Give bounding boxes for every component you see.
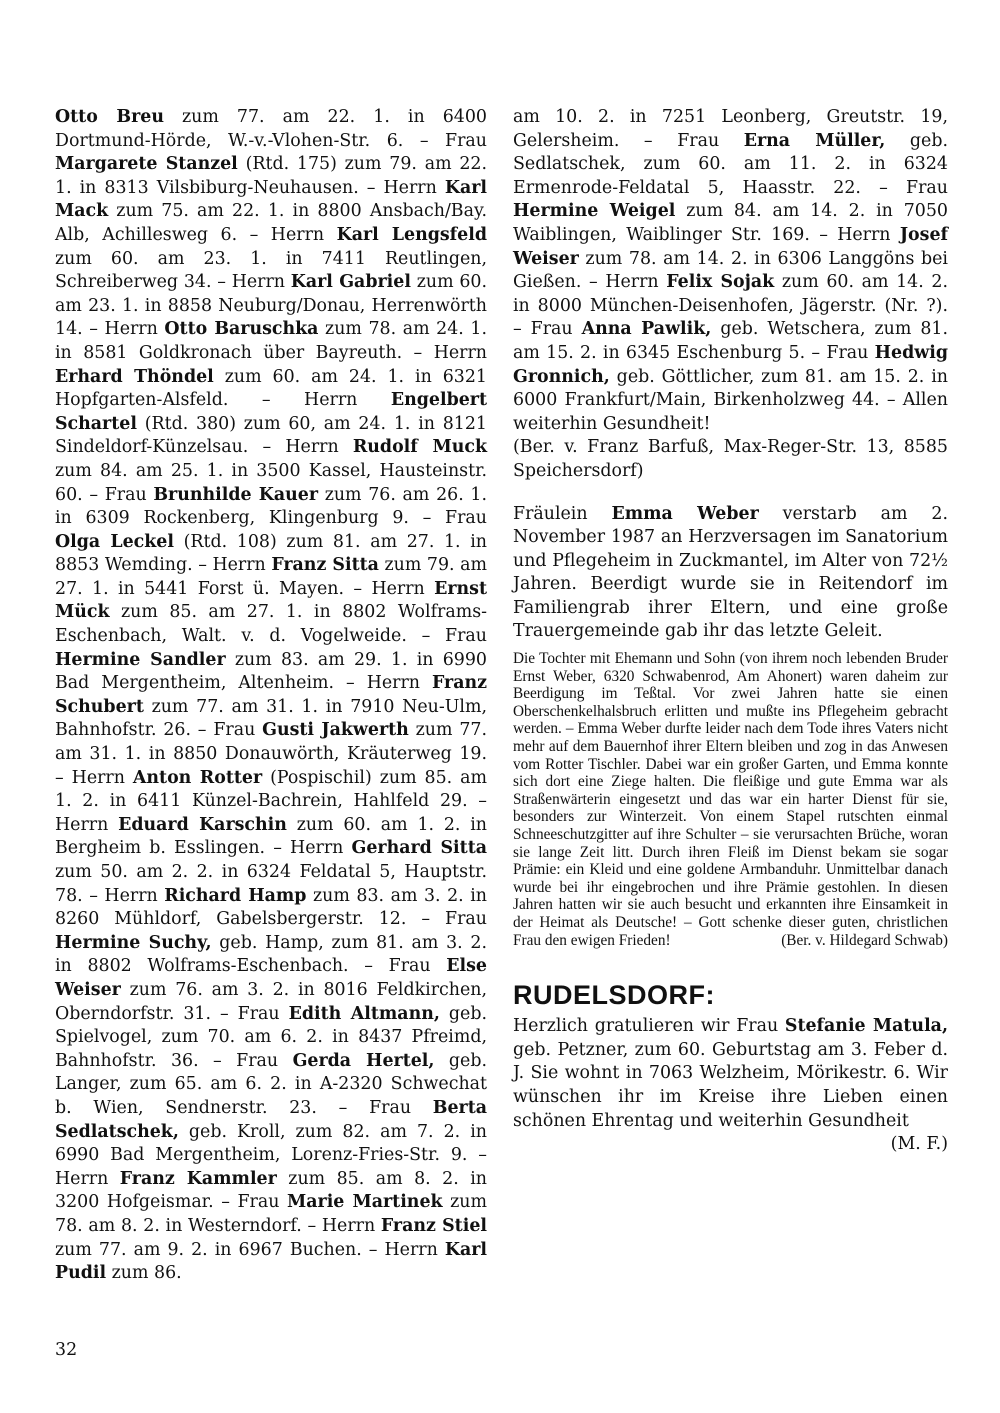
reporter-line: (Ber. v. Franz Barfuß, Max-Reger-Str. 13, 8585 Speichersdorf) <box>513 437 948 481</box>
birthday-list-continuation: am 10. 2. in 7251 Leonberg, Greutstr. 19, Gelersheim. – Frau Erna Müller, geb. Sedlatschek, zum 60. am 11. 2. in 6324 Ermenrode-Feldatal 5, Haasstr. 22. – Frau Hermine Weigel zum 84. am 14. 2. in 7050 Waiblingen, Waiblinger Str. 169. – Herrn Josef Weiser zum 78. am 14. 2. in 6306 Langgöns bei Gießen. – Herrn Felix Sojak zum 60. am 14. 2. in 8000 München-Deisenhofen, Jägerstr. (Nr. ?). – Frau Anna Pawlik, geb. Wetschera, zum 81. am 15. 2. in 6345 Eschenburg 5. – Frau Hedwig Gronnich, geb. Göttlicher, zum 81. am 15. 2. in 6000 Frankfurt/Main, Birkenholzweg 44. – Allen weiterhin Gesundheit! <box>513 107 948 434</box>
bold-name: Karl Mack <box>55 177 487 222</box>
bold-name: Richard Hamp <box>164 885 307 906</box>
bold-name: Else Weiser <box>55 956 487 1000</box>
rudelsdorf-credit: (M. F.) <box>890 1134 948 1155</box>
bold-name: Margarete Stanzel <box>55 154 238 175</box>
bold-name: Brunhilde Kauer <box>153 484 319 505</box>
bold-name: Hedwig Gronnich, <box>513 342 948 387</box>
bold-name: Gerda Hertel, <box>292 1050 435 1071</box>
bold-name: Franz Schubert <box>55 673 487 717</box>
rudelsdorf-birthday-paragraph <box>513 1015 948 1155</box>
bold-name: Erhard Thöndel <box>55 366 214 387</box>
bold-name: Franz Sitta <box>271 555 379 576</box>
bold-name: Josef Weiser <box>513 224 948 269</box>
bold-name: Gusti Jakwerth <box>262 720 409 741</box>
spacer <box>513 484 948 503</box>
bold-name: Engelbert Schartel <box>55 390 487 434</box>
obituary-body-text: Die Tochter mit Ehemann und Sohn (von ihrem noch lebenden Bruder Ernst Weber, 6320 Schwabenrod, Am Ahonert) waren daheim zur Beerdigung im Teßtal. Vor zwei Jahren hatte sie einen Oberschenkelhalsbruch erlitten und mußte ins Pflegeheim gebracht werden. – Emma Weber durfte leider nach dem Tode ihres Vaters nicht mehr auf dem Bauernhof ihrer Eltern bleiben und zog in das Anwesen vom Rotter Tischler. Dabei war ein großer Garten, und Emma konnte sich dort eine Ziege halten. Die fleißige und gute Emma war als Straßenwärterin eingesetzt und das war ein harter Dienst für sie, besonders zur Winterzeit. Von einem Stapel rutschten einmal Schneeschutzgitter auf ihre Schulter – sie verursachten Brüche, woran sie lange Zeit litt. Durch ihren Fleiß im Dienst bekam sie sogar Prämie: ein Kleid und eine goldene Armbanduhr. Unmittelbar danach wurde bei ihr eingebrochen und ihre Prämie gestohlen. In diesen Jahren hatten wir sie auch besucht und erkannten ihre Einsamkeit in der Heimat als Deutsche! – Gott schenke dieser guten, christlichen Frau den ewigen Frieden! <box>513 650 948 949</box>
bold-name: Hermine Suchy, <box>55 932 212 953</box>
bold-name: Ernst Mück <box>55 578 487 623</box>
left-column <box>55 106 487 1286</box>
rudelsdorf-birthday-text: Herzlich gratulieren wir Frau Stefanie Matula, geb. Petzner, zum 60. Geburtstag am 3. Feber d. J. Sie wohnt in 7063 Welzheim, Mörikestr. 6. Wir wünschen ihr im Kreise ihre Lieben einen schönen Ehrentag und weiterhin Gesundheit <box>513 1016 948 1131</box>
bold-name: Edith Altmann, <box>288 1003 440 1024</box>
obituary-credit: (Ber. v. Hildegard Schwab) <box>781 931 948 949</box>
bold-name: Franz Stiel <box>380 1215 487 1236</box>
bold-name: Franz Kammler <box>119 1168 277 1189</box>
bold-name: Eduard Karschin <box>118 814 287 835</box>
bold-name: Emma Weber <box>611 503 759 524</box>
bold-name: Marie Martinek <box>287 1192 443 1213</box>
bold-name: Erna Müller, <box>743 130 886 151</box>
birthday-list-paragraph: Otto Breu zum 77. am 22. 1. in 6400 Dortmund-Hörde, W.-v.-Vlohen-Str. 6. – Frau Margarete Stanzel (Rtd. 175) zum 79. am 22. 1. in 8313 Vilsbiburg-Neuhausen. – Herrn Karl Mack zum 75. am 22. 1. in 8800 Ansbach/Bay. Alb, Achillesweg 6. – Herrn Karl Lengsfeld zum 60. am 23. 1. in 7411 Reutlingen, Schreiberweg 34. – Herrn Karl Gabriel zum 60. am 23. 1. in 8858 Neuburg/Donau, Herrenwörth 14. – Herrn Otto Baruschka zum 78. am 24. 1. in 8581 Goldkronach über Bayreuth. – Herrn Erhard Thöndel zum 60. am 24. 1. in 6321 Hopfgarten-Alsfeld. – Herrn Engelbert Schartel (Rtd. 380) zum 60, am 24. 1. in 8121 Sindeldorf-Künzelsau. – Herrn Rudolf Muck zum 84. am 25. 1. in 3500 Kassel, Hausteinstr. 60. – Frau Brunhilde Kauer zum 76. am 26. 1. in 6309 Rockenberg, Klingenburg 9. – Frau Olga Leckel (Rtd. 108) zum 81. am 27. 1. in 8853 Wemding. – Herrn Franz Sitta zum 79. am 27. 1. in 5441 Forst ü. Mayen. – Herrn Ernst Mück zum 85. am 27. 1. in 8802 Wolframs-Eschenbach, Walt. v. d. Vogelweide. – Frau Hermine Sandler zum 83. am 29. 1. in 6990 Bad Mergentheim, Altenheim. – Herrn Franz Schubert zum 77. am 31. 1. in 7910 Neu-Ulm, Bahnhofstr. 26. – Frau Gusti Jakwerth zum 77. am 31. 1. in 8850 Donauwörth, Kräuterweg 19. – Herrn Anton Rotter (Pospischil) zum 85. am 1. 2. in 6411 Künzel-Bachrein, Hahlfeld 29. – Herrn Eduard Karschin zum 60. am 1. 2. in Bergheim b. Esslingen. – Herrn Gerhard Sitta zum 50. am 2. 2. in 6324 Feldatal 5, Hauptstr. 78. – Herrn Richard Hamp zum 83. am 3. 2. in 8260 Mühldorf, Gabelsbergerstr. 12. – Frau Hermine Suchy, geb. Hamp, zum 81. am 3. 2. in 8802 Wolframs-Eschenbach. – Frau Else Weiser zum 76. am 3. 2. in 8016 Feldkirchen, Oberndorfstr. 31. – Frau Edith Altmann, geb. Spielvogel, zum 70. am 6. 2. in 8437 Pfreimd, Bahnhofstr. 36. – Frau Gerda Hertel, geb. Langer, zum 65. am 6. 2. in A-2320 Schwechat b. Wien, Sendnerstr. 23. – Frau Berta Sedlatschek, geb. Kroll, zum 82. am 7. 2. in 6990 Bad Mergentheim, Lorenz-Fries-Str. 9. – Herrn Franz Kammler zum 85. am 8. 2. in 3200 Hofgeismar. – Frau Marie Martinek zum 78. am 8. 2. in Westerndorf. – Herrn Franz Stiel zum 77. am 9. 2. in 6967 Buchen. – Herrn Karl Pudil zum 86. <box>55 107 488 1284</box>
bold-name: Berta Sedlatschek, <box>55 1097 487 1142</box>
bold-name: Olga Leckel <box>55 531 174 552</box>
bold-name: Karl Pudil <box>55 1239 487 1284</box>
bold-name: Gerhard Sitta <box>351 838 487 859</box>
bold-name: Rudolf Muck <box>352 437 488 458</box>
bold-name: Karl Gabriel <box>290 272 411 293</box>
bold-name: Anna Pawlik, <box>581 319 712 340</box>
section-heading-rudelsdorf: RUDELSDORF: <box>513 980 715 1011</box>
bold-name: Felix Sojak <box>666 272 775 293</box>
page-number: 32 <box>55 1340 78 1360</box>
bold-name: Hermine Weigel <box>513 201 676 222</box>
bold-name: Stefanie Matula, <box>784 1016 948 1037</box>
bold-name: Otto Baruschka <box>164 319 319 340</box>
bold-name: Karl Lengsfeld <box>336 224 487 245</box>
right-column <box>513 106 948 1157</box>
bold-name: Anton Rotter <box>132 767 263 788</box>
bold-name: Hermine Sandler <box>55 649 226 670</box>
obituary-body <box>513 650 948 949</box>
spacer <box>513 949 948 979</box>
bold-name: Otto Breu <box>55 107 164 127</box>
obituary-lead: Fräulein Emma Weber verstarb am 2. November 1987 an Herzversagen im Sanatorium und Pflegeheim in Zuckmantel, im Alter von 72½ Jahren. Beerdigt wurde sie in Reitendorf im Familiengrab ihrer Eltern, und eine große Trauergemeinde gab ihr das letzte Geleit. <box>513 503 948 642</box>
